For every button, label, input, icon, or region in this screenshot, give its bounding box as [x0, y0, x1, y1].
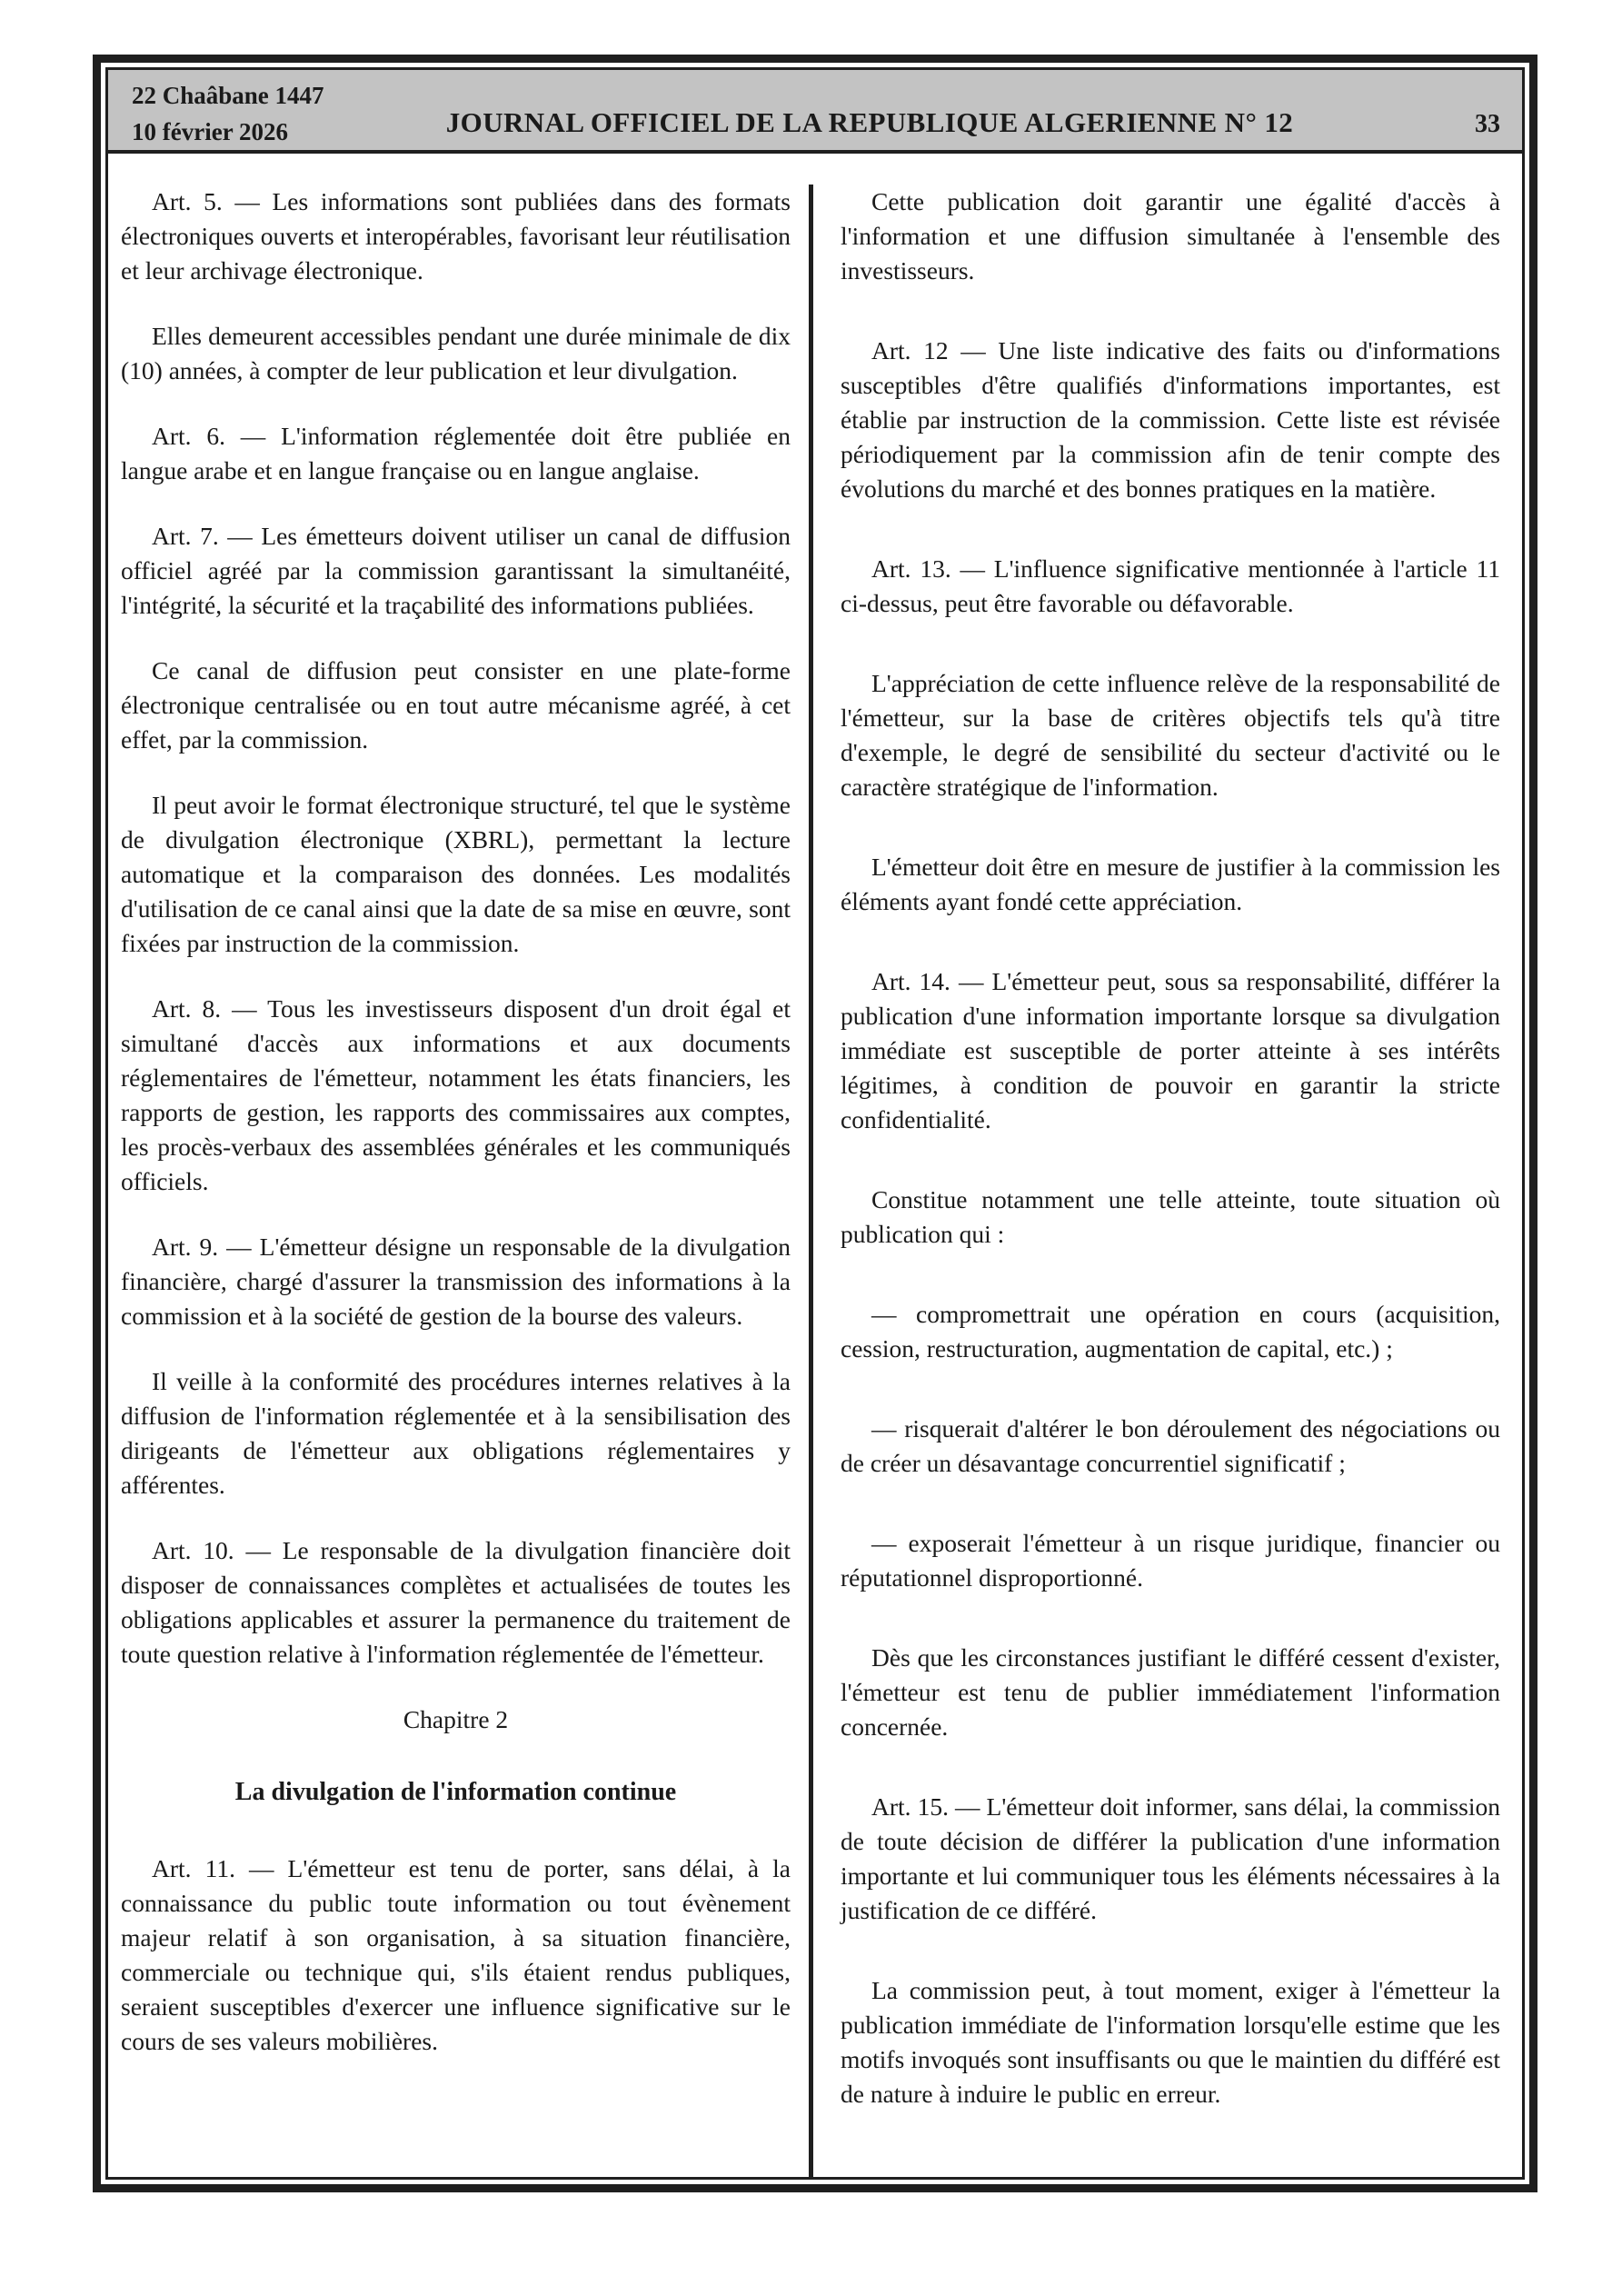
journal-title: JOURNAL OFFICIEL DE LA REPUBLIQUE ALGERIENNE N° 12: [445, 106, 1294, 138]
paragraph-art-5: Art. 5. — Les informations sont publiées dans des formats électroniques ouverts et interopérables, favorisant leur réutilisation et leur archivage électronique.: [121, 187, 791, 285]
paragraph-art-9: Art. 9. — L'émetteur désigne un responsable de la divulgation financière, chargé d'assurer la transmission des informations à la commission et à la société de gestion de la bourse des valeurs.: [121, 1233, 791, 1330]
header-date-gregorian: 10 février 2026: [132, 118, 288, 145]
paragraph-art-9-al-2: Il veille à la conformité des procédures internes relatives à la diffusion de l'information réglementée et à la sensibilisation des dirigeants de l'émetteur aux obligations réglementaires y afférentes.: [121, 1367, 791, 1499]
right-column: [841, 185, 1500, 2177]
header-date: [132, 77, 324, 150]
paragraph-art-12: Art. 12 — Une liste indicative des faits ou d'informations susceptibles d'être qualifiés d'informations importantes, est établie par instruction de la commission. Cette liste est révisée périodiquement par la commission afin de tenir compte des évolutions du marché et des bonnes pratiques en la matière.: [841, 336, 1500, 503]
paragraph-art-14: Art. 14. — L'émetteur peut, sous sa responsabilité, différer la publication d'une information importante lorsque sa divulgation immédiate est susceptible de porter atteinte à ses intérêts légitimes, à condition de pouvoir en garantir la stricte confidentialité.: [841, 967, 1500, 1133]
paragraph-art-7: Art. 7. — Les émetteurs doivent utiliser un canal de diffusion officiel agréé par la commission garantissant la simultanéité, l'intégrité, la sécurité et la traçabilité des informations publiées.: [121, 522, 791, 619]
paragraph-art-8: Art. 8. — Tous les investisseurs disposent d'un droit égal et simultané d'accès aux informations et aux documents réglementaires de l'émetteur, notamment les états financiers, les rapports de gestion, les rapports des commissaires aux comptes, les procès-verbaux des assemblées générales et les communiqués officiels.: [121, 994, 791, 1195]
paragraph-art-13-al-3: L'émetteur doit être en mesure de justifier à la commission les éléments ayant fondé cette appréciation.: [841, 853, 1500, 915]
page-inner-border: [105, 67, 1525, 2180]
left-column: [121, 185, 791, 2177]
header-band: [108, 70, 1522, 154]
paragraph-art-7-al-3: Il peut avoir le format électronique structuré, tel que le système de divulgation électronique (XBRL), permettant la lecture automatique et la comparaison des données. Les modalités d'utilisation de ce canal ainsi que la date de sa mise en œuvre, sont fixées par instruction de la commission.: [121, 791, 791, 957]
paragraph-dash-item-3: — exposerait l'émetteur à un risque juridique, financier ou réputationnel disproportionné.: [841, 1529, 1500, 1592]
columns-area: [108, 154, 1522, 2177]
paragraph-art-13-al-2: L'appréciation de cette influence relève de la responsabilité de l'émetteur, sur la base de critères objectifs tels qu'à titre d'exemple, le degré de sensibilité du secteur d'activité ou le caractère stratégique de l'information.: [841, 669, 1500, 801]
paragraph-art-5-al-2: Elles demeurent accessibles pendant une durée minimale de dix (10) années, à compter de leur publication et leur divulgation.: [121, 322, 791, 384]
chapter-title: La divulgation de l'information continue: [234, 1778, 677, 1806]
header-date-hijri: 22 Chaâbane 1447: [132, 82, 324, 109]
chapter-number: Chapitre 2: [403, 1705, 509, 1733]
paragraph-dash-item-2: — risquerait d'altérer le bon déroulement des négociations ou de créer un désavantage concurrentiel significatif ;: [841, 1414, 1500, 1477]
paragraph-art-13: Art. 13. — L'influence significative mentionnée à l'article 11 ci-dessus, peut être favorable ou défavorable.: [841, 554, 1500, 617]
paragraph-art-11: Art. 11. — L'émetteur est tenu de porter, sans délai, à la connaissance du public toute information ou tout évènement majeur relatif à son organisation, à sa situation financière, commerciale ou technique qui, s'ils étaient rendus publiques, seraient susceptibles d'exercer une influence significative sur le cours de ses valeurs mobilières.: [121, 1854, 791, 2055]
paragraph-art-14-al-4: Dès que les circonstances justifiant le différé cessent d'exister, l'émetteur est tenu de publier immédiatement l'information concernée.: [841, 1643, 1500, 1741]
page-frame: [93, 55, 1537, 2192]
paragraph-art-11-al-2: Cette publication doit garantir une égalité d'accès à l'information et une diffusion simultanée à l'ensemble des investisseurs.: [841, 187, 1500, 285]
paragraph-art-15-al-2: La commission peut, à tout moment, exiger à l'émetteur la publication immédiate de l'information lorsqu'elle estime que les motifs invoqués sont insuffisants ou que le maintien du différé est de nature à induire le public en erreur.: [841, 1976, 1500, 2108]
paragraph-dash-item-1: — compromettrait une opération en cours (acquisition, cession, restructuration, augmentation de capital, etc.) ;: [841, 1300, 1500, 1363]
paragraph-art-7-al-2: Ce canal de diffusion peut consister en une plate-forme électronique centralisée ou en tout autre mécanisme agréé, à cet effet, par la commission.: [121, 656, 791, 754]
paragraph-art-14-al-2: Constitue notamment une telle atteinte, toute situation où publication qui :: [841, 1185, 1500, 1248]
paragraph-art-6: Art. 6. — L'information réglementée doit être publiée en langue arabe et en langue française ou en langue anglaise.: [121, 422, 791, 484]
page-number: 33: [1475, 110, 1500, 138]
paragraph-art-10: Art. 10. — Le responsable de la divulgation financière doit disposer de connaissances complètes et actualisées de toutes les obligations applicables et assurer la permanence du traitement de toute question relative à l'information réglementée de l'émetteur.: [121, 1536, 791, 1668]
column-divider: [809, 185, 813, 2177]
paragraph-art-15: Art. 15. — L'émetteur doit informer, sans délai, la commission de toute décision de différer la publication d'une information importante et lui communiquer tous les éléments nécessaires à la justification de ce différé.: [841, 1792, 1500, 1924]
